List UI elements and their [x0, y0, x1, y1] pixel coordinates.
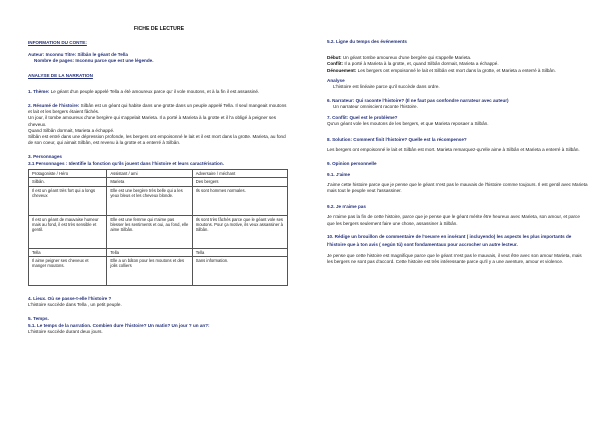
table-row: [29, 248, 288, 256]
commentary-heading: 10. Rédige un brouillon de commentaire de l'oeuvre en insérant ( incluyendo) les aspects les plus importants de l'histoire que à ton avis ( según tú) sont fondamentaux pour accrocher un autre lecteur.: [327, 233, 572, 247]
characters-subheading: 3.1 Personnages : Identifie la fonction qu'ils jouent dans l'histoire et leurs caractérisation.: [28, 160, 224, 166]
narrator-text: Un narrateur omniscient raconte l'histoire.: [333, 104, 418, 110]
table-header-row: [29, 169, 288, 177]
places-heading: 4. Lieux. Où se passe-t-elle l'histoire ?: [28, 296, 112, 302]
timeline-denouement: [327, 68, 588, 74]
table-cell: Ils sont hommes normales.: [192, 186, 287, 215]
title-label: Titre:: [64, 52, 77, 58]
author-value: Inconnu: [45, 52, 64, 58]
summary-line: Silbân est un géant qui habite dans une grotte dans un peuple appelé Tella. Il seul mangeait moutons et lait et les bergers étaient fâchés.: [28, 103, 287, 115]
conflict-text: Qu'un géant vole les moutons de les bergers, et que Marieta reposaer a Silbân.: [327, 120, 489, 126]
table-row: [29, 178, 288, 186]
table-row: [29, 257, 288, 286]
table-cell: Tella: [192, 248, 287, 256]
pages-line: [28, 58, 290, 64]
table-cell: Elle est une femme qui n'aime pas blesser les sentiments et oui, au fond, elle aime Silbân.: [107, 215, 192, 248]
debut-text: Un géant tombe amoureux d'une bergère qui s'appelle Marieta.: [342, 55, 472, 61]
table-header-cell: Assistant / ami: [107, 169, 192, 177]
table-cell: Sans information.: [192, 257, 287, 286]
table-cell: Silbân.: [29, 178, 107, 186]
debut-label: Début:: [327, 55, 342, 61]
time-heading: 5. Temps.: [28, 316, 49, 322]
theme-label: 1. Thème:: [28, 88, 50, 94]
solution-heading: 8. Solution: Comment finit l'histoire? Quelle est la récompense?: [327, 137, 467, 143]
denouement-text: Les bergers ont empoisonné le lait et Silbân est mort dans la grotte, et Marieta a enterré à Silbân.: [357, 67, 556, 73]
title-value: Silbân le géant de Tella: [77, 52, 128, 58]
likes-text: J'aime cette histoire parce que je pense que le géant n'est pas le mauvais de l'histoire comme toujours. Il est gentil avec Marieta mais tout le peuple veut l'assassiner.: [327, 181, 588, 194]
characters-table: [28, 169, 288, 286]
conflit-text: Il a porté à Marieta à la grotte, et, quand Silbân dormait, Marieta a échappé.: [344, 61, 499, 67]
opinion-heading: 9. Opinion personnelle: [327, 161, 377, 167]
section-theme: [28, 89, 290, 95]
pages-label: Nombre de pages:: [34, 58, 75, 64]
table-cell: Marieta: [107, 178, 192, 186]
conflit-label: Conflit:: [327, 61, 344, 67]
solution-text: Les bergers ont empoisonné le lait et Silbân est mort. Marieta remarquez-qu'elle aime à Silbân et Marieta a enterré à Silbân.: [327, 147, 580, 153]
summary-label: 2. Résumé de l'histoire:: [28, 103, 80, 109]
conflict-heading: 7. Conflit: Quel est le problème?: [327, 114, 398, 120]
table-cell: Elle a un bâton pour les moutons et des jolis colliers: [107, 257, 192, 286]
sheet-title: FICHE DE LECTURE: [133, 26, 185, 32]
table-cell: Elle est une bergère très belle qui a les yeux bleus et les cheveux blonde.: [107, 186, 192, 215]
commentary-text: Je pense que cette histoire est magnifique parce que le géant n'est pas le mauvais, il veut être avec son amour Marieta, mais les bergers ne sont pas d'accord. Cette histoire est très intéressante parce qu'il y a une aventure, amour et violence.: [327, 252, 582, 265]
likes-heading: 9.1. J'aime: [327, 171, 351, 177]
dislikes-heading: 9.2. Je n'aime pas: [327, 204, 366, 210]
characters-heading: 3. Personnages: [28, 154, 62, 160]
table-header-cell: Adversaire / méchant: [192, 169, 287, 177]
table-cell: Tella: [107, 248, 192, 256]
table-row: [29, 186, 288, 215]
table-cell: Tella: [29, 248, 107, 256]
timeline-heading: 5.2. Ligne du temps des événements: [327, 39, 407, 44]
analyse-text: L'histoire est linéaire parce qu'il succède dans ordre.: [333, 84, 440, 90]
summary-line: Un jour, il tombe amoureux d'une bergère qui s'appelait Marieta. Il a porté à Marieta à la grotte et il l'a obligé à peigner ses cheveux.: [28, 115, 277, 127]
theme-text: Le géant d'un peuple appelé Tella a été amoureux parce qu' il vole moutons, et à la fin il est assassiné.: [50, 88, 260, 94]
dislikes-text: Je n'aime pas la fin de cette histoire, parce que je pense que le géant mérite être heureux avec Marieta, son amour, et parce que les bergers seulement faire une chose, assassiner à Silbân.: [327, 214, 580, 226]
table-row: [29, 215, 288, 248]
pages-value: Inconnu parce que est une légende.: [75, 58, 154, 64]
denouement-label: Dénouement:: [327, 67, 357, 73]
table-cell: Il aime peigner ses cheveux et manger moutons.: [29, 257, 107, 286]
summary-line: Quand Silbân dormait, Marieta a échappé.: [28, 127, 115, 133]
author-label: Auteur:: [28, 52, 45, 58]
summary-line: Silbân est entré dans une dépression profonde, les bergers ont empoisonné le lait et il est mort dans la grotte. Marieta, au fond de son coeur, qui aimait Silbân, est revenu à la grotte et a enterré à Silbân.: [28, 134, 286, 146]
info-heading: INFORMATION DU CONTE:: [28, 40, 87, 45]
table-cell: Il est un géant de mauvaise humeur mais au fond, il est très sensible et gentil.: [29, 215, 107, 248]
places-text: L'histoire succède dans Tella , un petit peuple.: [28, 302, 122, 308]
narrator-heading: 6. Narrateur: Qui raconte l'histoire? (Il ne faut pas confondre narrateur avec auteur): [327, 98, 509, 104]
table-cell: Il est un géant très fort qui a longs cheveux: [29, 186, 107, 215]
time-subheading: 5.1. Le temps de la narration. Combien dure l'histoire? Un matin? Un jour ? un an?:: [28, 322, 210, 328]
analysis-heading: ANALYSE DE LA NARRATION: [28, 72, 93, 78]
section-summary: [28, 103, 290, 115]
table-header-cell: Protagoniste / Héro: [29, 169, 107, 177]
analyse-heading: Analyse: [327, 77, 345, 83]
table-cell: Des bergers: [192, 178, 287, 186]
time-text: L'histoire succède durant deux jours.: [28, 328, 103, 334]
table-cell: Ils sont très fâchés parce que le géant vole ses moutons. Pour ça motive, ils veux assassiner à Silbân.: [192, 215, 287, 248]
right-page: [300, 0, 600, 424]
